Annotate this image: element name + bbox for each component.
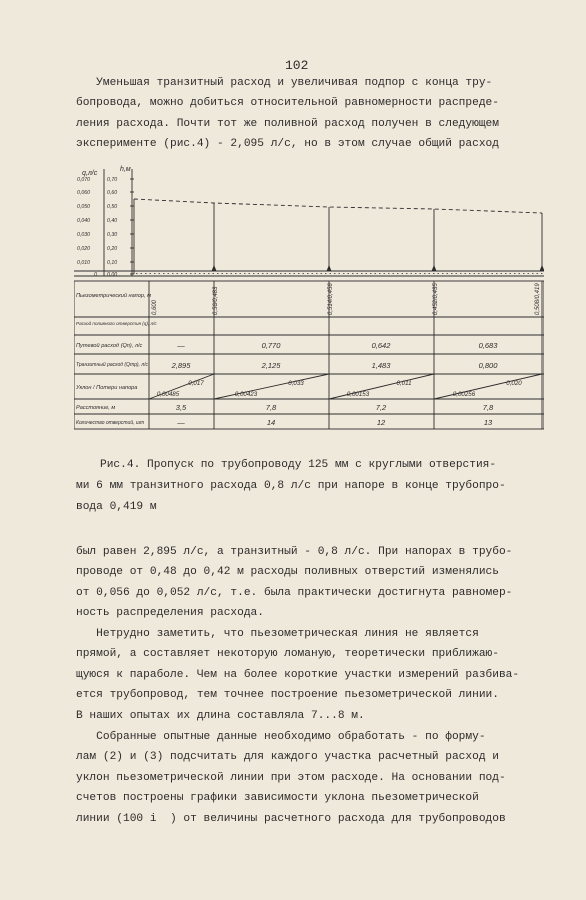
- text-line: счетов построены графики зависимости уклона пьезометрической: [76, 792, 479, 805]
- axis-q-label: q,л/с: [82, 170, 98, 177]
- text-line: щуюся к параболе. Чем на более короткие участки измерений разбива-: [76, 668, 520, 681]
- paragraph-piezometric: [76, 624, 566, 726]
- q-tick: 0: [94, 272, 97, 278]
- figure-4: [74, 163, 544, 435]
- holes-value: 14: [266, 418, 276, 427]
- h-tick: 0,70: [107, 177, 118, 183]
- h-tick: 0,50: [107, 204, 118, 210]
- row-label-path-flow: Путевой расход (Qп), л/с: [76, 343, 143, 349]
- text-line: Уменьшая транзитный расход и увеличивая подпор с конца тру-: [76, 77, 493, 89]
- h-tick: 0,00: [107, 272, 118, 278]
- transit-flow-value: 1,483: [371, 361, 391, 370]
- q-tick: 0,070: [77, 177, 90, 183]
- row-label-distance: Расстояние, м: [76, 405, 116, 411]
- head-value: 0,452/0,435: [433, 283, 439, 315]
- text-line: ется трубопровод, тем точнее построение пьезометрической линии.: [76, 689, 499, 702]
- h-tick: 0,40: [107, 218, 118, 224]
- paragraph-processing: [76, 727, 566, 829]
- distance-value: 7,8: [482, 403, 494, 412]
- path-flow-value: 0,642: [371, 341, 391, 350]
- text-line: прямой, а составляет некоторую ломаную, теоретически приближаю-: [76, 648, 499, 661]
- head-value: 0,56/0,483: [213, 286, 219, 315]
- caption-line: Рис.4. Пропуск по трубопроводу 125 мм с круглыми отверстия-: [100, 459, 497, 471]
- holes-value: 13: [483, 418, 493, 427]
- text-line: Нетрудно заметить, что пьезометрическая линия не является: [76, 628, 479, 640]
- q-tick: 0,060: [77, 190, 90, 196]
- paragraph-results: [76, 542, 566, 624]
- figure-caption: [76, 455, 570, 518]
- axis-h-label: h,м: [120, 166, 131, 173]
- h-tick: 0,60: [107, 190, 118, 196]
- text-line: Собранные опытные данные необходимо обработать - по форму-: [76, 731, 486, 743]
- transit-flow-value: 0,800: [478, 361, 498, 370]
- row-label-slope: Уклон / Потери напора: [76, 385, 138, 391]
- distance-value: 7,2: [375, 403, 387, 412]
- head-loss-value: 0,00256: [452, 391, 476, 398]
- holes-value: 12: [376, 418, 386, 427]
- head-value: 0,514/0,456: [328, 283, 334, 315]
- paragraph-intro: [76, 73, 566, 155]
- transit-flow-value: 2,895: [171, 361, 191, 370]
- caption-line: ми 6 мм транзитного расхода 0,8 л/с при напоре в конце трубопро-: [76, 480, 506, 492]
- path-flow-value: 0,683: [478, 341, 498, 350]
- q-tick: 0,050: [77, 204, 90, 210]
- h-tick: 0,20: [107, 246, 118, 252]
- h-tick: 0,30: [107, 232, 118, 238]
- text-line: ность распределения расхода.: [76, 607, 264, 620]
- q-tick: 0,020: [77, 246, 90, 252]
- text-line: уклон пьезометрической линии при этом расходе. На основании под-: [76, 771, 506, 784]
- head-value: 0,600: [152, 299, 158, 315]
- text-line: проводе от 0,48 до 0,42 м расходы поливных отверстий изменялись: [76, 566, 499, 579]
- head-value: 0,508/0,419: [535, 283, 541, 315]
- distance-value: 3,5: [175, 403, 187, 412]
- slope-value: 0,011: [396, 380, 412, 387]
- text-line: линии (100 i ) от величины расчетного расхода для трубопроводов: [76, 812, 506, 825]
- h-tick: 0,10: [107, 260, 118, 266]
- text-line: был равен 2,895 л/с, а транзитный - 0,8 л/с. При напорах в трубо-: [76, 546, 513, 558]
- q-tick: 0,040: [77, 218, 90, 224]
- row-label-head: Пьезометрический напор, м: [76, 293, 151, 299]
- row-label-holes: Количество отверстий, шт: [76, 420, 145, 426]
- row-label-orifice-flow: Расход поливного отверстия (q), л/с: [76, 321, 157, 326]
- text-line: эксперименте (рис.4) - 2,095 л/с, но в этом случае общий расход: [76, 138, 499, 151]
- head-loss-value: 0,00153: [346, 391, 370, 398]
- text-line: лам (2) и (3) подсчитать для каждого участка расчетный расход и: [76, 751, 499, 764]
- q-tick: 0,010: [77, 260, 90, 266]
- transit-flow-value: 2,125: [261, 361, 281, 370]
- text-line: от 0,056 до 0,052 л/с, т.е. была практически достигнута равномер-: [76, 586, 513, 599]
- path-flow-value: —: [177, 341, 185, 350]
- text-line: ления расхода. Почти тот же поливной расход получен в следующем: [76, 117, 499, 130]
- distance-value: 7,8: [265, 403, 277, 412]
- slope-value: 0,033: [288, 380, 304, 387]
- slope-value: 0,017: [188, 380, 204, 387]
- slope-value: 0,020: [506, 380, 522, 387]
- path-flow-value: 0,770: [261, 341, 281, 350]
- text-line: бопровода, можно добиться относительной равномерности распреде-: [76, 97, 499, 110]
- page-number: 102: [285, 58, 309, 73]
- caption-line: вода 0,419 м: [76, 501, 157, 513]
- row-label-transit-flow: Транзитный расход (Qтр), л/с: [76, 362, 148, 368]
- head-loss-value: 0,00423: [234, 391, 258, 398]
- holes-value: —: [177, 418, 185, 427]
- text-line: В наших опытах их длина составляла 7...8 м.: [76, 709, 365, 722]
- head-loss-value: 0,00485: [156, 391, 180, 398]
- q-tick: 0,030: [77, 232, 90, 238]
